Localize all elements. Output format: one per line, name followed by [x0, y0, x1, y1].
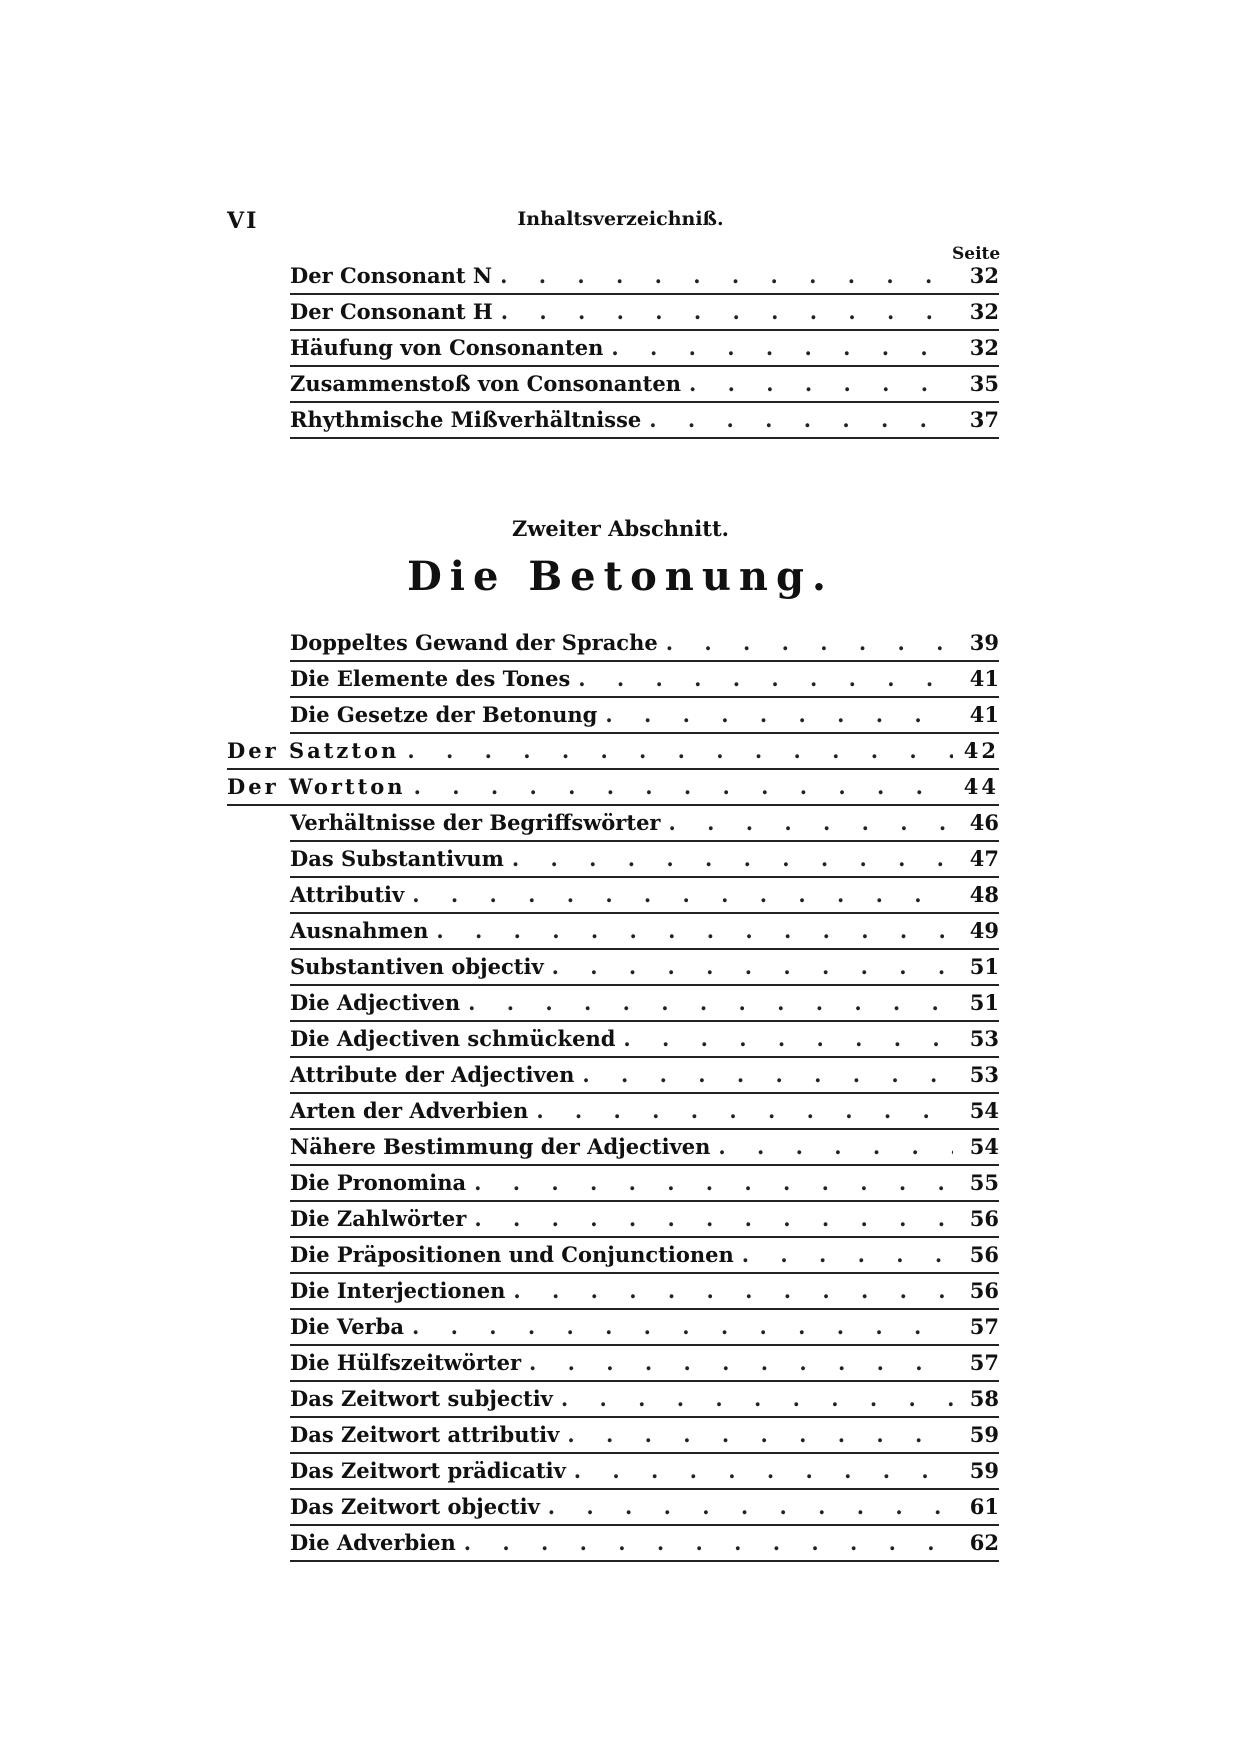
- toc-entry: Das Zeitwort attributiv . . . 59: [290, 1420, 999, 1454]
- toc-entry: Das Zeitwort subjectiv . . . 58: [290, 1384, 999, 1418]
- toc-entry: Doppeltes Gewand der Sprache . . . 39: [290, 628, 999, 662]
- toc-entry: Rhythmische Mißverhältnisse . . . 37: [290, 405, 999, 439]
- toc-entry: Die Pronomina . . . 55: [290, 1168, 999, 1202]
- toc-entry: Der Satzton . . . 42: [227, 736, 999, 770]
- toc-entry: Die Gesetze der Betonung . . . 41: [290, 700, 999, 734]
- page-number: VI: [227, 208, 259, 234]
- toc-entry: Die Adverbien . . . 62: [290, 1528, 999, 1562]
- running-head: Inhaltsverzeichniß.: [517, 208, 724, 230]
- toc-entry: Die Zahlwörter . . . 56: [290, 1204, 999, 1238]
- toc-entry: Die Elemente des Tones . . . 41: [290, 664, 999, 698]
- toc-entry: Verhältnisse der Begriffswörter . . . 46: [290, 808, 999, 842]
- toc-entry: Das Zeitwort prädicativ . . . 59: [290, 1456, 999, 1490]
- toc-entry: Die Präpositionen und Conjunctionen . . . 56: [290, 1240, 999, 1274]
- toc-entry: Der Consonant N . . . 32: [290, 261, 999, 295]
- toc-entry: Die Hülfszeitwörter . . . 57: [290, 1348, 999, 1382]
- toc-entry: Häufung von Consonanten . . . 32: [290, 333, 999, 367]
- toc-entry: Der Wortton . . . 44: [227, 772, 999, 806]
- toc-entry: Arten der Adverbien . . . 54: [290, 1096, 999, 1130]
- page-column-label: Seite: [952, 244, 1001, 264]
- toc-entry: Die Interjectionen . . . 56: [290, 1276, 999, 1310]
- toc-entry: Die Adjectiven schmückend . . . 53: [290, 1024, 999, 1058]
- toc-entry: Die Adjectiven . . . 51: [290, 988, 999, 1022]
- toc-entry: Der Consonant H . . . 32: [290, 297, 999, 331]
- toc-entry: Das Substantivum . . . 47: [290, 844, 999, 878]
- toc-entry: Ausnahmen . . . 49: [290, 916, 999, 950]
- section-title: Die Betonung.: [407, 553, 834, 600]
- section-label: Zweiter Abschnitt.: [512, 516, 729, 541]
- toc-entry: Attribute der Adjectiven . . . 53: [290, 1060, 999, 1094]
- toc-entry: Attributiv . . . 48: [290, 880, 999, 914]
- toc-entry: Das Zeitwort objectiv . . . 61: [290, 1492, 999, 1526]
- toc-entry: Substantiven objectiv . . . 51: [290, 952, 999, 986]
- toc-entry: Nähere Bestimmung der Adjectiven . . . 54: [290, 1132, 999, 1166]
- toc-entry: Zusammenstoß von Consonanten . . . 35: [290, 369, 999, 403]
- toc-entry: Die Verba . . . 57: [290, 1312, 999, 1346]
